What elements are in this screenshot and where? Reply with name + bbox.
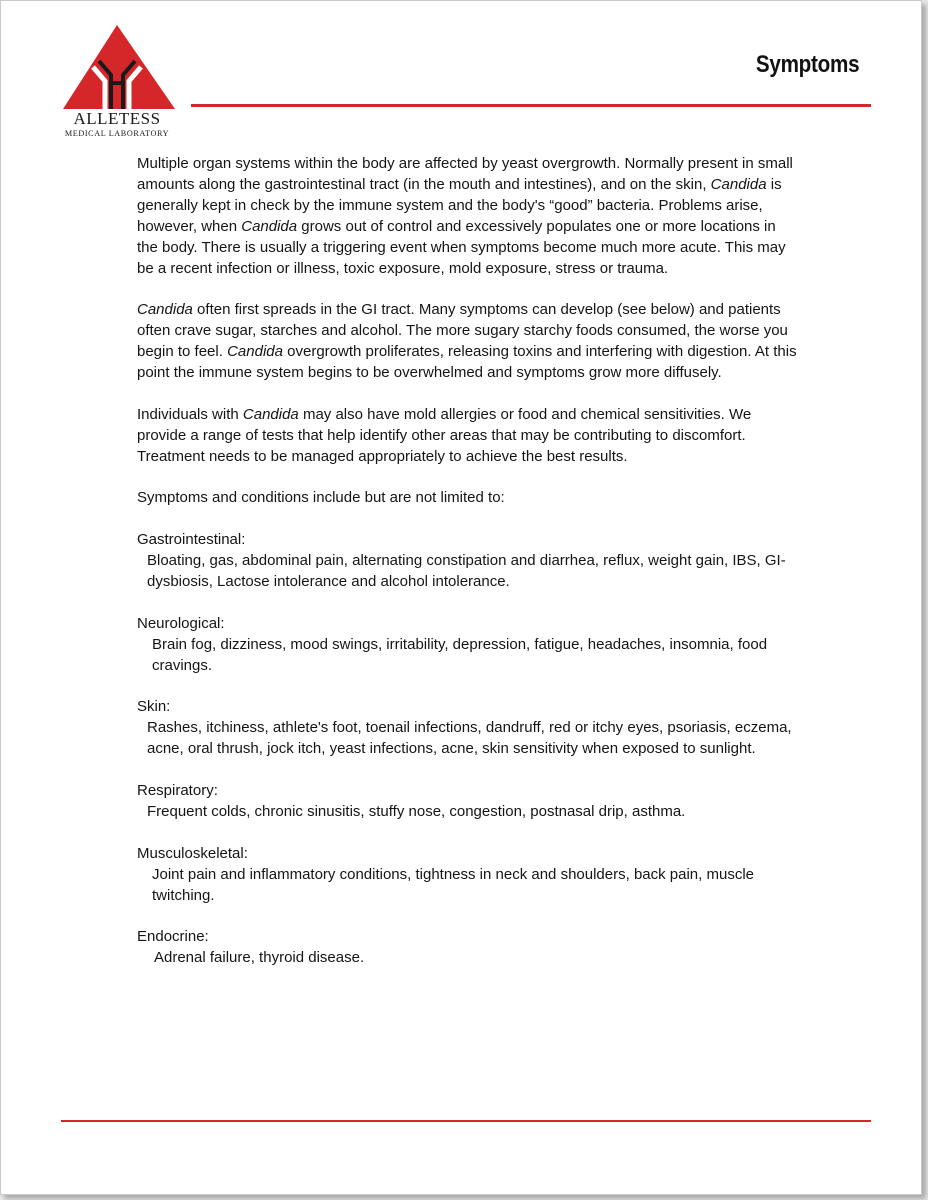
text-run: may also have mold allergies or food and chemical sensitivities. We provide a range of tests that help identify other areas that may be contributing to discomfort. Treatment needs to be managed appropriately to achieve the best results. xyxy=(137,405,752,465)
category-items-respiratory: Frequent colds, chronic sinusitis, stuffy nose, congestion, postnasal drip, asthma. xyxy=(147,802,686,820)
gi-spread-paragraph xyxy=(137,300,797,384)
text-run: overgrowth proliferates, releasing toxins and interfering with digestion. At this point the immune system begins to be overwhelmed and symptoms grow more diffusely. xyxy=(137,343,797,382)
logo-wordmark: ALLETESS xyxy=(73,109,161,128)
document-body xyxy=(137,154,797,990)
category-heading-skin: Skin: xyxy=(137,698,171,716)
category-items-gastrointestinal: Bloating, gas, abdominal pain, alternating constipation and diarrhea, reflux, weight gain, IBS, GI-dysbiosis, Lactose intolerance and alcohol intolerance. xyxy=(147,552,786,591)
logo-subtitle: MEDICAL LABORATORY xyxy=(64,129,170,138)
category-items-neurological: Brain fog, dizziness, mood swings, irritability, depression, fatigue, headaches, insomnia, food cravings. xyxy=(152,635,768,674)
italic-term: Candida xyxy=(242,405,299,423)
italic-term: Candida xyxy=(137,301,193,319)
category-heading-endocrine: Endocrine: xyxy=(137,928,209,946)
italic-term: Candida xyxy=(227,343,283,361)
italic-term: Candida xyxy=(710,175,767,193)
category-heading-gastrointestinal: Gastrointestinal: xyxy=(137,531,246,549)
text-run: Multiple organ systems within the body are affected by yeast overgrowth. Normally present in small amounts along the gastrointestinal tract (in the mouth and intestines), and on the skin, xyxy=(137,155,793,193)
category-heading-musculoskeletal: Musculoskeletal: xyxy=(137,844,248,862)
category-items-endocrine: Adrenal failure, thyroid disease. xyxy=(154,949,365,967)
intro-paragraph xyxy=(137,154,797,279)
category-heading-respiratory: Respiratory: xyxy=(137,782,218,800)
text-run: often first spreads in the GI tract. Many symptoms can develop (see below) and patients often crave sugar, starches and alcohol. The more sugary starchy foods consumed, the worse you begin to feel. xyxy=(137,301,788,361)
list-intro: Symptoms and conditions include but are not limited to: xyxy=(137,489,505,507)
alletess-logo xyxy=(59,23,179,141)
italic-term: Candida xyxy=(241,217,298,235)
category-items-skin: Rashes, itchiness, athlete's foot, toenail infections, dandruff, red or itchy eyes, psoriasis, eczema, acne, oral thrush, jock itch, yeast infections, acne, skin sensitivity when exposed to sunlight. xyxy=(147,719,792,758)
header-divider xyxy=(191,104,871,107)
logo-red-triangle xyxy=(63,25,175,109)
footer-divider xyxy=(61,1120,871,1122)
text-run: Individuals with xyxy=(137,405,243,423)
category-heading-neurological: Neurological: xyxy=(137,614,225,632)
logo-triangle-icon xyxy=(59,23,179,141)
category-items-musculoskeletal: Joint pain and inflammatory conditions, tightness in neck and shoulders, back pain, muscle twitching. xyxy=(152,865,754,904)
sensitivities-paragraph xyxy=(137,405,797,468)
page-title: Symptoms xyxy=(755,51,859,78)
text-run: is generally kept in check by the immune system and the body's “good” bacteria. Problems arise, however, when xyxy=(137,175,782,235)
text-run: grows out of control and excessively populates one or more locations in the body. There is usually a triggering event when symptoms become much more acute. This may be a recent infection or illness, toxic exposure, mold exposure, stress or trauma. xyxy=(137,217,786,277)
